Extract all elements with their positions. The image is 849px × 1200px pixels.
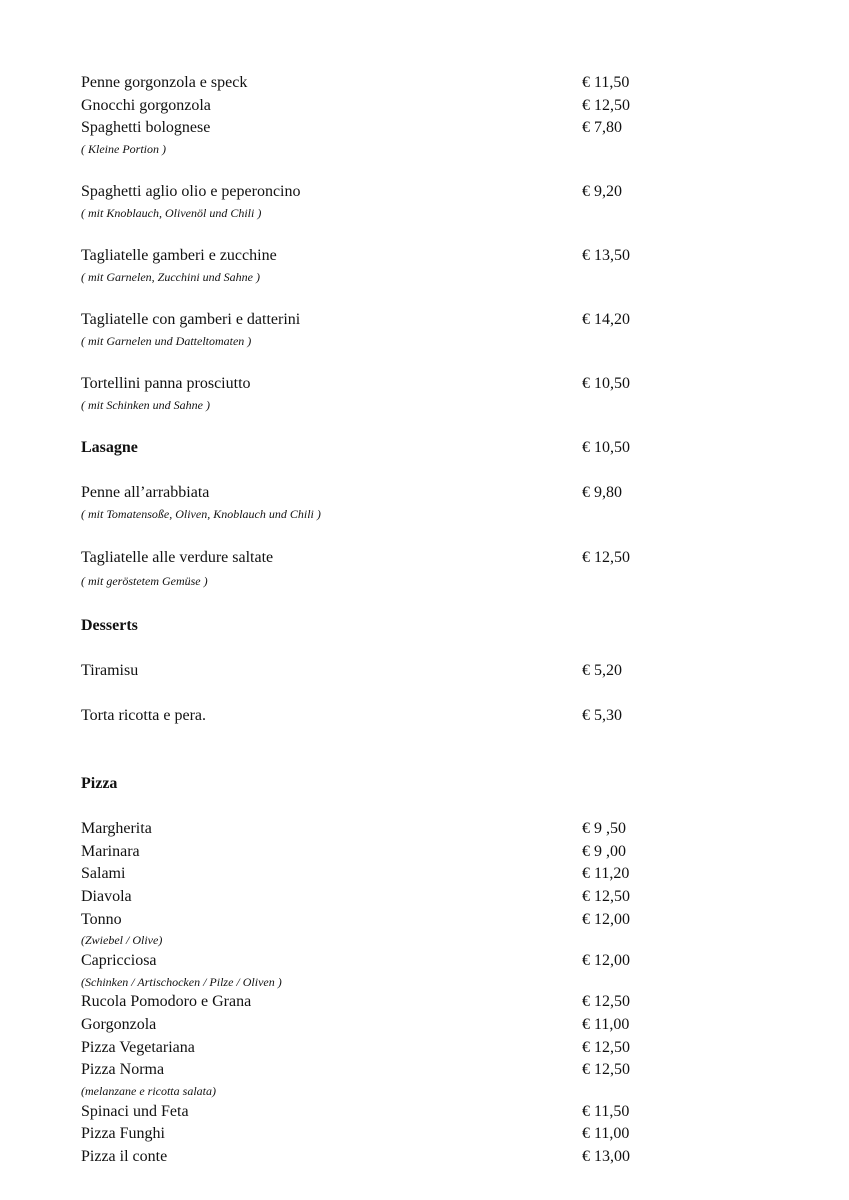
menu-item: [0, 819, 849, 841]
item-name: Salami: [81, 865, 126, 882]
item-name: Capricciosa: [81, 952, 157, 969]
item-price: € 10,50: [582, 375, 630, 392]
item-price: € 12,50: [582, 1061, 630, 1078]
menu-item: [0, 438, 849, 460]
item-price: € 10,50: [582, 439, 630, 456]
item-name: Gorgonzola: [81, 1016, 157, 1033]
menu-item: [0, 992, 849, 1014]
item-price: € 12,50: [582, 1039, 630, 1056]
menu-item: [0, 374, 849, 396]
item-price: € 9 ,50: [582, 820, 626, 837]
item-name: Tortellini panna prosciutto: [81, 375, 251, 392]
section-heading-desserts: Desserts: [81, 617, 138, 634]
menu-item: [0, 310, 849, 332]
item-price: € 12,50: [582, 993, 630, 1010]
item-name: Gnocchi gorgonzola: [81, 97, 211, 114]
item-note: ( mit geröstetem Gemüse ): [81, 574, 208, 588]
item-price: € 9 ,00: [582, 843, 626, 860]
menu-item: [0, 73, 849, 95]
item-note: ( mit Schinken und Sahne ): [81, 398, 210, 412]
menu-item: [0, 1038, 849, 1060]
item-name: Diavola: [81, 888, 132, 905]
item-price: € 5,30: [582, 707, 622, 724]
menu-item: [0, 864, 849, 886]
menu-item: [0, 661, 849, 683]
item-name: Spaghetti aglio olio e peperoncino: [81, 183, 301, 200]
menu-item: [0, 483, 849, 505]
item-note: (Zwiebel / Olive): [81, 933, 163, 947]
menu-item: [0, 96, 849, 118]
item-note: ( mit Garnelen und Datteltomaten ): [81, 334, 252, 348]
item-price: € 12,00: [582, 952, 630, 969]
menu-item: [0, 1102, 849, 1124]
item-note: ( mit Tomatensoße, Oliven, Knoblauch und Chili ): [81, 507, 321, 521]
menu-item: [0, 1060, 849, 1082]
item-note: (melanzane e ricotta salata): [81, 1084, 216, 1098]
item-name: Tagliatelle con gamberi e datterini: [81, 311, 301, 328]
menu-item: [0, 1015, 849, 1037]
menu-item: [0, 548, 849, 570]
item-name: Penne gorgonzola e speck: [81, 74, 248, 91]
item-name: Pizza Vegetariana: [81, 1039, 195, 1056]
item-name: Marinara: [81, 843, 140, 860]
item-price: € 7,80: [582, 119, 622, 136]
item-price: € 12,50: [582, 888, 630, 905]
item-name: Tagliatelle alle verdure saltate: [81, 549, 274, 566]
item-name: Lasagne: [81, 439, 138, 456]
item-price: € 13,50: [582, 247, 630, 264]
item-note: ( mit Knoblauch, Olivenöl und Chili ): [81, 206, 262, 220]
menu-item: [0, 182, 849, 204]
item-price: € 11,00: [582, 1125, 630, 1142]
item-name: Tiramisu: [81, 662, 139, 679]
item-name: Pizza Norma: [81, 1061, 165, 1078]
item-name: Margherita: [81, 820, 152, 837]
item-price: € 11,00: [582, 1016, 630, 1033]
item-price: € 11,50: [582, 1103, 630, 1120]
item-name: Spinaci und Feta: [81, 1103, 189, 1120]
item-name: Pizza Funghi: [81, 1125, 165, 1142]
item-name: Tonno: [81, 911, 122, 928]
item-name: Pizza il conte: [81, 1148, 168, 1165]
item-note: ( Kleine Portion ): [81, 142, 166, 156]
item-note: (Schinken / Artischocken / Pilze / Oliven ): [81, 975, 282, 989]
menu-item: [0, 246, 849, 268]
menu-item: [0, 1147, 849, 1169]
item-name: Spaghetti bolognese: [81, 119, 211, 136]
menu-item: [0, 118, 849, 140]
item-price: € 9,20: [582, 183, 622, 200]
item-name: Torta ricotta e pera.: [81, 707, 207, 724]
menu-item: [0, 842, 849, 864]
item-price: € 9,80: [582, 484, 622, 501]
item-price: € 5,20: [582, 662, 622, 679]
item-price: € 12,00: [582, 911, 630, 928]
menu-item: [0, 951, 849, 973]
menu-item: [0, 706, 849, 728]
item-name: Penne all’arrabbiata: [81, 484, 210, 501]
section-heading-pizza: Pizza: [81, 775, 118, 792]
item-price: € 12,50: [582, 549, 630, 566]
item-name: Tagliatelle gamberi e zucchine: [81, 247, 277, 264]
item-note: ( mit Garnelen, Zucchini und Sahne ): [81, 270, 260, 284]
item-price: € 11,20: [582, 865, 630, 882]
menu-item: [0, 910, 849, 932]
item-price: € 12,50: [582, 97, 630, 114]
item-name: Rucola Pomodoro e Grana: [81, 993, 252, 1010]
item-price: € 14,20: [582, 311, 630, 328]
menu-item: [0, 1124, 849, 1146]
item-price: € 11,50: [582, 74, 630, 91]
menu-item: [0, 887, 849, 909]
item-price: € 13,00: [582, 1148, 630, 1165]
